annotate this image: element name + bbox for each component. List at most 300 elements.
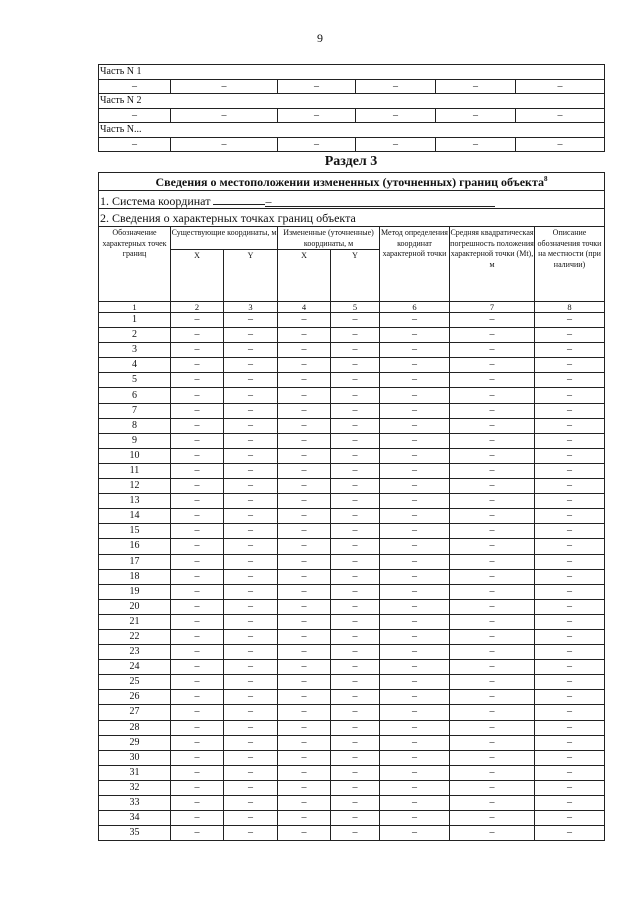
- empty-value-cell: –: [450, 433, 535, 448]
- points-info-line: 2. Сведения о характерных точках границ объекта: [99, 209, 605, 227]
- empty-value-cell: –: [331, 675, 380, 690]
- empty-value-cell: –: [380, 448, 450, 463]
- table-row: [99, 796, 605, 811]
- empty-value-cell: –: [450, 675, 535, 690]
- empty-value-cell: –: [224, 765, 278, 780]
- empty-value-cell: –: [450, 418, 535, 433]
- table-row: [99, 463, 605, 478]
- column-number: 5: [331, 302, 380, 313]
- table-row: [99, 358, 605, 373]
- empty-value-cell: –: [224, 418, 278, 433]
- empty-value-cell: –: [380, 705, 450, 720]
- empty-value-cell: –: [278, 494, 331, 509]
- empty-value-cell: –: [535, 554, 605, 569]
- empty-value-cell: –: [331, 599, 380, 614]
- empty-value-cell: –: [331, 343, 380, 358]
- empty-value-cell: –: [535, 358, 605, 373]
- point-number: 19: [99, 584, 171, 599]
- empty-value-cell: –: [171, 388, 224, 403]
- empty-value-cell: –: [331, 735, 380, 750]
- table-title: Сведения о местоположении измененных (уточненных) границ объекта$^8$: [99, 173, 605, 191]
- table-row: [99, 645, 605, 660]
- empty-value-cell: –: [535, 735, 605, 750]
- empty-value-cell: –: [450, 313, 535, 328]
- empty-value-cell: –: [278, 735, 331, 750]
- empty-value-cell: –: [171, 599, 224, 614]
- empty-value-cell: –: [278, 328, 331, 343]
- point-number: 34: [99, 811, 171, 826]
- table-row: [99, 494, 605, 509]
- empty-value-cell: –: [171, 509, 224, 524]
- part-value-cell: –: [516, 137, 605, 152]
- table-row: [99, 720, 605, 735]
- empty-value-cell: –: [535, 780, 605, 795]
- empty-value-cell: –: [450, 720, 535, 735]
- empty-value-cell: –: [224, 539, 278, 554]
- table-row: [99, 675, 605, 690]
- empty-value-cell: –: [450, 645, 535, 660]
- empty-value-cell: –: [535, 705, 605, 720]
- point-number: 24: [99, 660, 171, 675]
- point-number: 7: [99, 403, 171, 418]
- point-number: 35: [99, 826, 171, 841]
- table-row: [99, 433, 605, 448]
- empty-value-cell: –: [535, 584, 605, 599]
- empty-value-cell: –: [331, 554, 380, 569]
- point-number: 4: [99, 358, 171, 373]
- table-row: [99, 750, 605, 765]
- header-changed-y: Y: [331, 250, 380, 302]
- empty-value-cell: –: [278, 705, 331, 720]
- empty-value-cell: –: [331, 373, 380, 388]
- empty-value-cell: –: [450, 569, 535, 584]
- table-row: [99, 313, 605, 328]
- point-number: 11: [99, 463, 171, 478]
- empty-value-cell: –: [278, 448, 331, 463]
- empty-value-cell: –: [224, 720, 278, 735]
- footnote-marker: 8: [544, 174, 548, 183]
- empty-value-cell: –: [535, 599, 605, 614]
- point-number: 17: [99, 554, 171, 569]
- empty-value-cell: –: [278, 750, 331, 765]
- empty-value-cell: –: [171, 539, 224, 554]
- empty-value-cell: –: [171, 735, 224, 750]
- point-number: 10: [99, 448, 171, 463]
- empty-value-cell: –: [380, 373, 450, 388]
- part-values-row: [99, 137, 605, 152]
- empty-value-cell: –: [171, 796, 224, 811]
- empty-value-cell: –: [224, 403, 278, 418]
- table-row: [99, 373, 605, 388]
- part-values-row: [99, 108, 605, 123]
- table-row: [99, 735, 605, 750]
- empty-value-cell: –: [380, 539, 450, 554]
- part-value-cell: –: [436, 79, 516, 94]
- empty-value-cell: –: [535, 479, 605, 494]
- table-row: [99, 660, 605, 675]
- empty-value-cell: –: [535, 765, 605, 780]
- empty-value-cell: –: [278, 358, 331, 373]
- empty-value-cell: –: [224, 660, 278, 675]
- empty-value-cell: –: [278, 675, 331, 690]
- part-value-cell: –: [516, 108, 605, 123]
- empty-value-cell: –: [450, 811, 535, 826]
- header-changed-coords: Измененные (уточненные) координаты, м: [278, 227, 380, 250]
- empty-value-cell: –: [535, 660, 605, 675]
- point-number: 9: [99, 433, 171, 448]
- empty-value-cell: –: [171, 313, 224, 328]
- empty-value-cell: –: [535, 524, 605, 539]
- empty-value-cell: –: [224, 645, 278, 660]
- empty-value-cell: –: [450, 509, 535, 524]
- empty-value-cell: –: [331, 645, 380, 660]
- empty-value-cell: –: [278, 660, 331, 675]
- section-title: Раздел 3: [324, 154, 378, 169]
- empty-value-cell: –: [450, 388, 535, 403]
- empty-value-cell: –: [450, 690, 535, 705]
- part-value-cell: –: [171, 137, 278, 152]
- header-existing-coords: Существующие координаты, м: [171, 227, 278, 250]
- empty-value-cell: –: [380, 584, 450, 599]
- empty-value-cell: –: [331, 358, 380, 373]
- table-row: [99, 554, 605, 569]
- column-number: 3: [224, 302, 278, 313]
- empty-value-cell: –: [380, 629, 450, 644]
- part-value-cell: –: [516, 79, 605, 94]
- empty-value-cell: –: [278, 313, 331, 328]
- table-row: [99, 509, 605, 524]
- empty-value-cell: –: [224, 811, 278, 826]
- empty-value-cell: –: [171, 554, 224, 569]
- empty-value-cell: –: [535, 750, 605, 765]
- empty-value-cell: –: [450, 599, 535, 614]
- empty-value-cell: –: [171, 720, 224, 735]
- table-row: [99, 780, 605, 795]
- empty-value-cell: –: [450, 765, 535, 780]
- empty-value-cell: –: [380, 328, 450, 343]
- empty-value-cell: –: [535, 720, 605, 735]
- empty-value-cell: –: [278, 629, 331, 644]
- empty-value-cell: –: [331, 328, 380, 343]
- point-number: 3: [99, 343, 171, 358]
- part-label-row: [99, 123, 605, 138]
- empty-value-cell: –: [331, 403, 380, 418]
- header-error: Средняя квадратическая погрешность положения характерной точки (Mt), м: [450, 227, 535, 302]
- table-row: [99, 584, 605, 599]
- empty-value-cell: –: [278, 403, 331, 418]
- table-row: [99, 448, 605, 463]
- empty-value-cell: –: [380, 509, 450, 524]
- empty-value-cell: –: [380, 796, 450, 811]
- empty-value-cell: –: [331, 811, 380, 826]
- part-value-cell: –: [356, 137, 436, 152]
- empty-value-cell: –: [224, 750, 278, 765]
- column-number: 7: [450, 302, 535, 313]
- header-changed-x: X: [278, 250, 331, 302]
- part-value-cell: –: [171, 79, 278, 94]
- empty-value-cell: –: [331, 796, 380, 811]
- empty-value-cell: –: [171, 826, 224, 841]
- empty-value-cell: –: [535, 463, 605, 478]
- empty-value-cell: –: [331, 614, 380, 629]
- empty-value-cell: –: [278, 826, 331, 841]
- empty-value-cell: –: [224, 705, 278, 720]
- empty-value-cell: –: [224, 524, 278, 539]
- point-number: 23: [99, 645, 171, 660]
- empty-value-cell: –: [380, 750, 450, 765]
- empty-value-cell: –: [278, 765, 331, 780]
- empty-value-cell: –: [535, 796, 605, 811]
- empty-value-cell: –: [278, 584, 331, 599]
- empty-value-cell: –: [224, 690, 278, 705]
- part-value-cell: –: [436, 108, 516, 123]
- empty-value-cell: –: [535, 675, 605, 690]
- empty-value-cell: –: [278, 343, 331, 358]
- empty-value-cell: –: [450, 358, 535, 373]
- part-value-cell: –: [99, 79, 171, 94]
- empty-value-cell: –: [380, 313, 450, 328]
- empty-value-cell: –: [535, 539, 605, 554]
- empty-value-cell: –: [380, 690, 450, 705]
- empty-value-cell: –: [331, 313, 380, 328]
- part-value-cell: –: [99, 137, 171, 152]
- empty-value-cell: –: [450, 373, 535, 388]
- empty-value-cell: –: [278, 524, 331, 539]
- part-value-cell: –: [278, 79, 356, 94]
- table-row: [99, 811, 605, 826]
- empty-value-cell: –: [171, 765, 224, 780]
- empty-value-cell: –: [331, 765, 380, 780]
- header-existing-x: X: [171, 250, 224, 302]
- empty-value-cell: –: [278, 509, 331, 524]
- empty-value-cell: –: [171, 645, 224, 660]
- empty-value-cell: –: [450, 780, 535, 795]
- table-row: [99, 569, 605, 584]
- header-point-designation: Обозначение характерных точек границ: [99, 227, 171, 302]
- empty-value-cell: –: [278, 539, 331, 554]
- empty-value-cell: –: [535, 614, 605, 629]
- empty-value-cell: –: [278, 388, 331, 403]
- empty-value-cell: –: [278, 463, 331, 478]
- empty-value-cell: –: [171, 690, 224, 705]
- empty-value-cell: –: [535, 343, 605, 358]
- empty-value-cell: –: [380, 765, 450, 780]
- empty-value-cell: –: [224, 675, 278, 690]
- empty-value-cell: –: [535, 811, 605, 826]
- empty-value-cell: –: [535, 373, 605, 388]
- part-value-cell: –: [99, 108, 171, 123]
- point-number: 29: [99, 735, 171, 750]
- point-number: 26: [99, 690, 171, 705]
- empty-value-cell: –: [171, 705, 224, 720]
- empty-value-cell: –: [171, 614, 224, 629]
- empty-value-cell: –: [224, 433, 278, 448]
- empty-value-cell: –: [224, 735, 278, 750]
- point-number: 31: [99, 765, 171, 780]
- empty-value-cell: –: [171, 463, 224, 478]
- table-row: [99, 599, 605, 614]
- empty-value-cell: –: [380, 524, 450, 539]
- empty-value-cell: –: [224, 599, 278, 614]
- empty-value-cell: –: [450, 479, 535, 494]
- empty-value-cell: –: [278, 690, 331, 705]
- empty-value-cell: –: [331, 494, 380, 509]
- empty-value-cell: –: [171, 524, 224, 539]
- empty-value-cell: –: [331, 448, 380, 463]
- point-number: 21: [99, 614, 171, 629]
- empty-value-cell: –: [224, 328, 278, 343]
- point-number: 15: [99, 524, 171, 539]
- empty-value-cell: –: [535, 418, 605, 433]
- table-row: [99, 826, 605, 841]
- empty-value-cell: –: [278, 796, 331, 811]
- empty-value-cell: –: [535, 328, 605, 343]
- empty-value-cell: –: [331, 750, 380, 765]
- empty-value-cell: –: [450, 463, 535, 478]
- empty-value-cell: –: [171, 750, 224, 765]
- point-number: 27: [99, 705, 171, 720]
- empty-value-cell: –: [224, 826, 278, 841]
- empty-value-cell: –: [450, 660, 535, 675]
- empty-value-cell: –: [380, 811, 450, 826]
- empty-value-cell: –: [450, 584, 535, 599]
- table-row: [99, 479, 605, 494]
- empty-value-cell: –: [171, 780, 224, 795]
- empty-value-cell: –: [224, 448, 278, 463]
- empty-value-cell: –: [331, 629, 380, 644]
- part-label-row: [99, 65, 605, 80]
- empty-value-cell: –: [380, 660, 450, 675]
- empty-value-cell: –: [331, 660, 380, 675]
- empty-value-cell: –: [171, 358, 224, 373]
- empty-value-cell: –: [278, 645, 331, 660]
- part-value-cell: –: [356, 79, 436, 94]
- point-number: 5: [99, 373, 171, 388]
- empty-value-cell: –: [535, 645, 605, 660]
- table-row: [99, 388, 605, 403]
- point-number: 6: [99, 388, 171, 403]
- empty-value-cell: –: [450, 554, 535, 569]
- empty-value-cell: –: [450, 448, 535, 463]
- empty-value-cell: –: [171, 373, 224, 388]
- part-value-cell: –: [278, 108, 356, 123]
- empty-value-cell: –: [450, 750, 535, 765]
- table-row: [99, 629, 605, 644]
- part-label-row: [99, 94, 605, 109]
- table-row: [99, 418, 605, 433]
- point-number: 33: [99, 796, 171, 811]
- point-number: 16: [99, 539, 171, 554]
- empty-value-cell: –: [535, 433, 605, 448]
- empty-value-cell: –: [278, 720, 331, 735]
- point-number: 13: [99, 494, 171, 509]
- table-row: [99, 614, 605, 629]
- empty-value-cell: –: [331, 418, 380, 433]
- empty-value-cell: –: [224, 479, 278, 494]
- empty-value-cell: –: [278, 433, 331, 448]
- empty-value-cell: –: [535, 388, 605, 403]
- empty-value-cell: –: [171, 675, 224, 690]
- empty-value-cell: –: [380, 358, 450, 373]
- empty-value-cell: –: [535, 690, 605, 705]
- point-number: 28: [99, 720, 171, 735]
- empty-value-cell: –: [171, 629, 224, 644]
- table-row: [99, 705, 605, 720]
- empty-value-cell: –: [171, 494, 224, 509]
- empty-value-cell: –: [535, 509, 605, 524]
- empty-value-cell: –: [380, 433, 450, 448]
- empty-value-cell: –: [535, 403, 605, 418]
- part-value-cell: –: [436, 137, 516, 152]
- empty-value-cell: –: [224, 509, 278, 524]
- point-number: 2: [99, 328, 171, 343]
- empty-value-cell: –: [380, 826, 450, 841]
- empty-value-cell: –: [450, 796, 535, 811]
- empty-value-cell: –: [331, 433, 380, 448]
- point-number: 14: [99, 509, 171, 524]
- empty-value-cell: –: [278, 780, 331, 795]
- header-description: Описание обозначения точки на местности (при наличии): [535, 227, 605, 302]
- table-row: [99, 403, 605, 418]
- empty-value-cell: –: [224, 780, 278, 795]
- empty-value-cell: –: [380, 675, 450, 690]
- empty-value-cell: –: [331, 826, 380, 841]
- empty-value-cell: –: [224, 388, 278, 403]
- table-row: [99, 328, 605, 343]
- empty-value-cell: –: [450, 705, 535, 720]
- empty-value-cell: –: [380, 418, 450, 433]
- empty-value-cell: –: [380, 735, 450, 750]
- empty-value-cell: –: [450, 494, 535, 509]
- column-numbers-row: [99, 302, 605, 313]
- empty-value-cell: –: [171, 418, 224, 433]
- coordinate-system-value: –: [265, 196, 495, 207]
- empty-value-cell: –: [171, 343, 224, 358]
- column-number: 6: [380, 302, 450, 313]
- empty-value-cell: –: [331, 720, 380, 735]
- empty-value-cell: –: [171, 433, 224, 448]
- empty-value-cell: –: [278, 554, 331, 569]
- point-number: 22: [99, 629, 171, 644]
- empty-value-cell: –: [171, 584, 224, 599]
- empty-value-cell: –: [450, 614, 535, 629]
- empty-value-cell: –: [331, 690, 380, 705]
- column-number: 1: [99, 302, 171, 313]
- empty-value-cell: –: [224, 796, 278, 811]
- point-number: 30: [99, 750, 171, 765]
- point-number: 18: [99, 569, 171, 584]
- part-label: Часть N 1: [99, 65, 605, 80]
- empty-value-cell: –: [535, 313, 605, 328]
- empty-value-cell: –: [380, 463, 450, 478]
- column-number: 4: [278, 302, 331, 313]
- empty-value-cell: –: [380, 720, 450, 735]
- empty-value-cell: –: [450, 328, 535, 343]
- part-value-cell: –: [171, 108, 278, 123]
- empty-value-cell: –: [224, 373, 278, 388]
- empty-value-cell: –: [380, 599, 450, 614]
- point-number: 12: [99, 479, 171, 494]
- empty-value-cell: –: [380, 403, 450, 418]
- empty-value-cell: –: [278, 373, 331, 388]
- empty-value-cell: –: [380, 479, 450, 494]
- empty-value-cell: –: [450, 343, 535, 358]
- empty-value-cell: –: [224, 358, 278, 373]
- empty-value-cell: –: [171, 328, 224, 343]
- empty-value-cell: –: [380, 554, 450, 569]
- part-label: Часть N...: [99, 123, 605, 138]
- empty-value-cell: –: [535, 569, 605, 584]
